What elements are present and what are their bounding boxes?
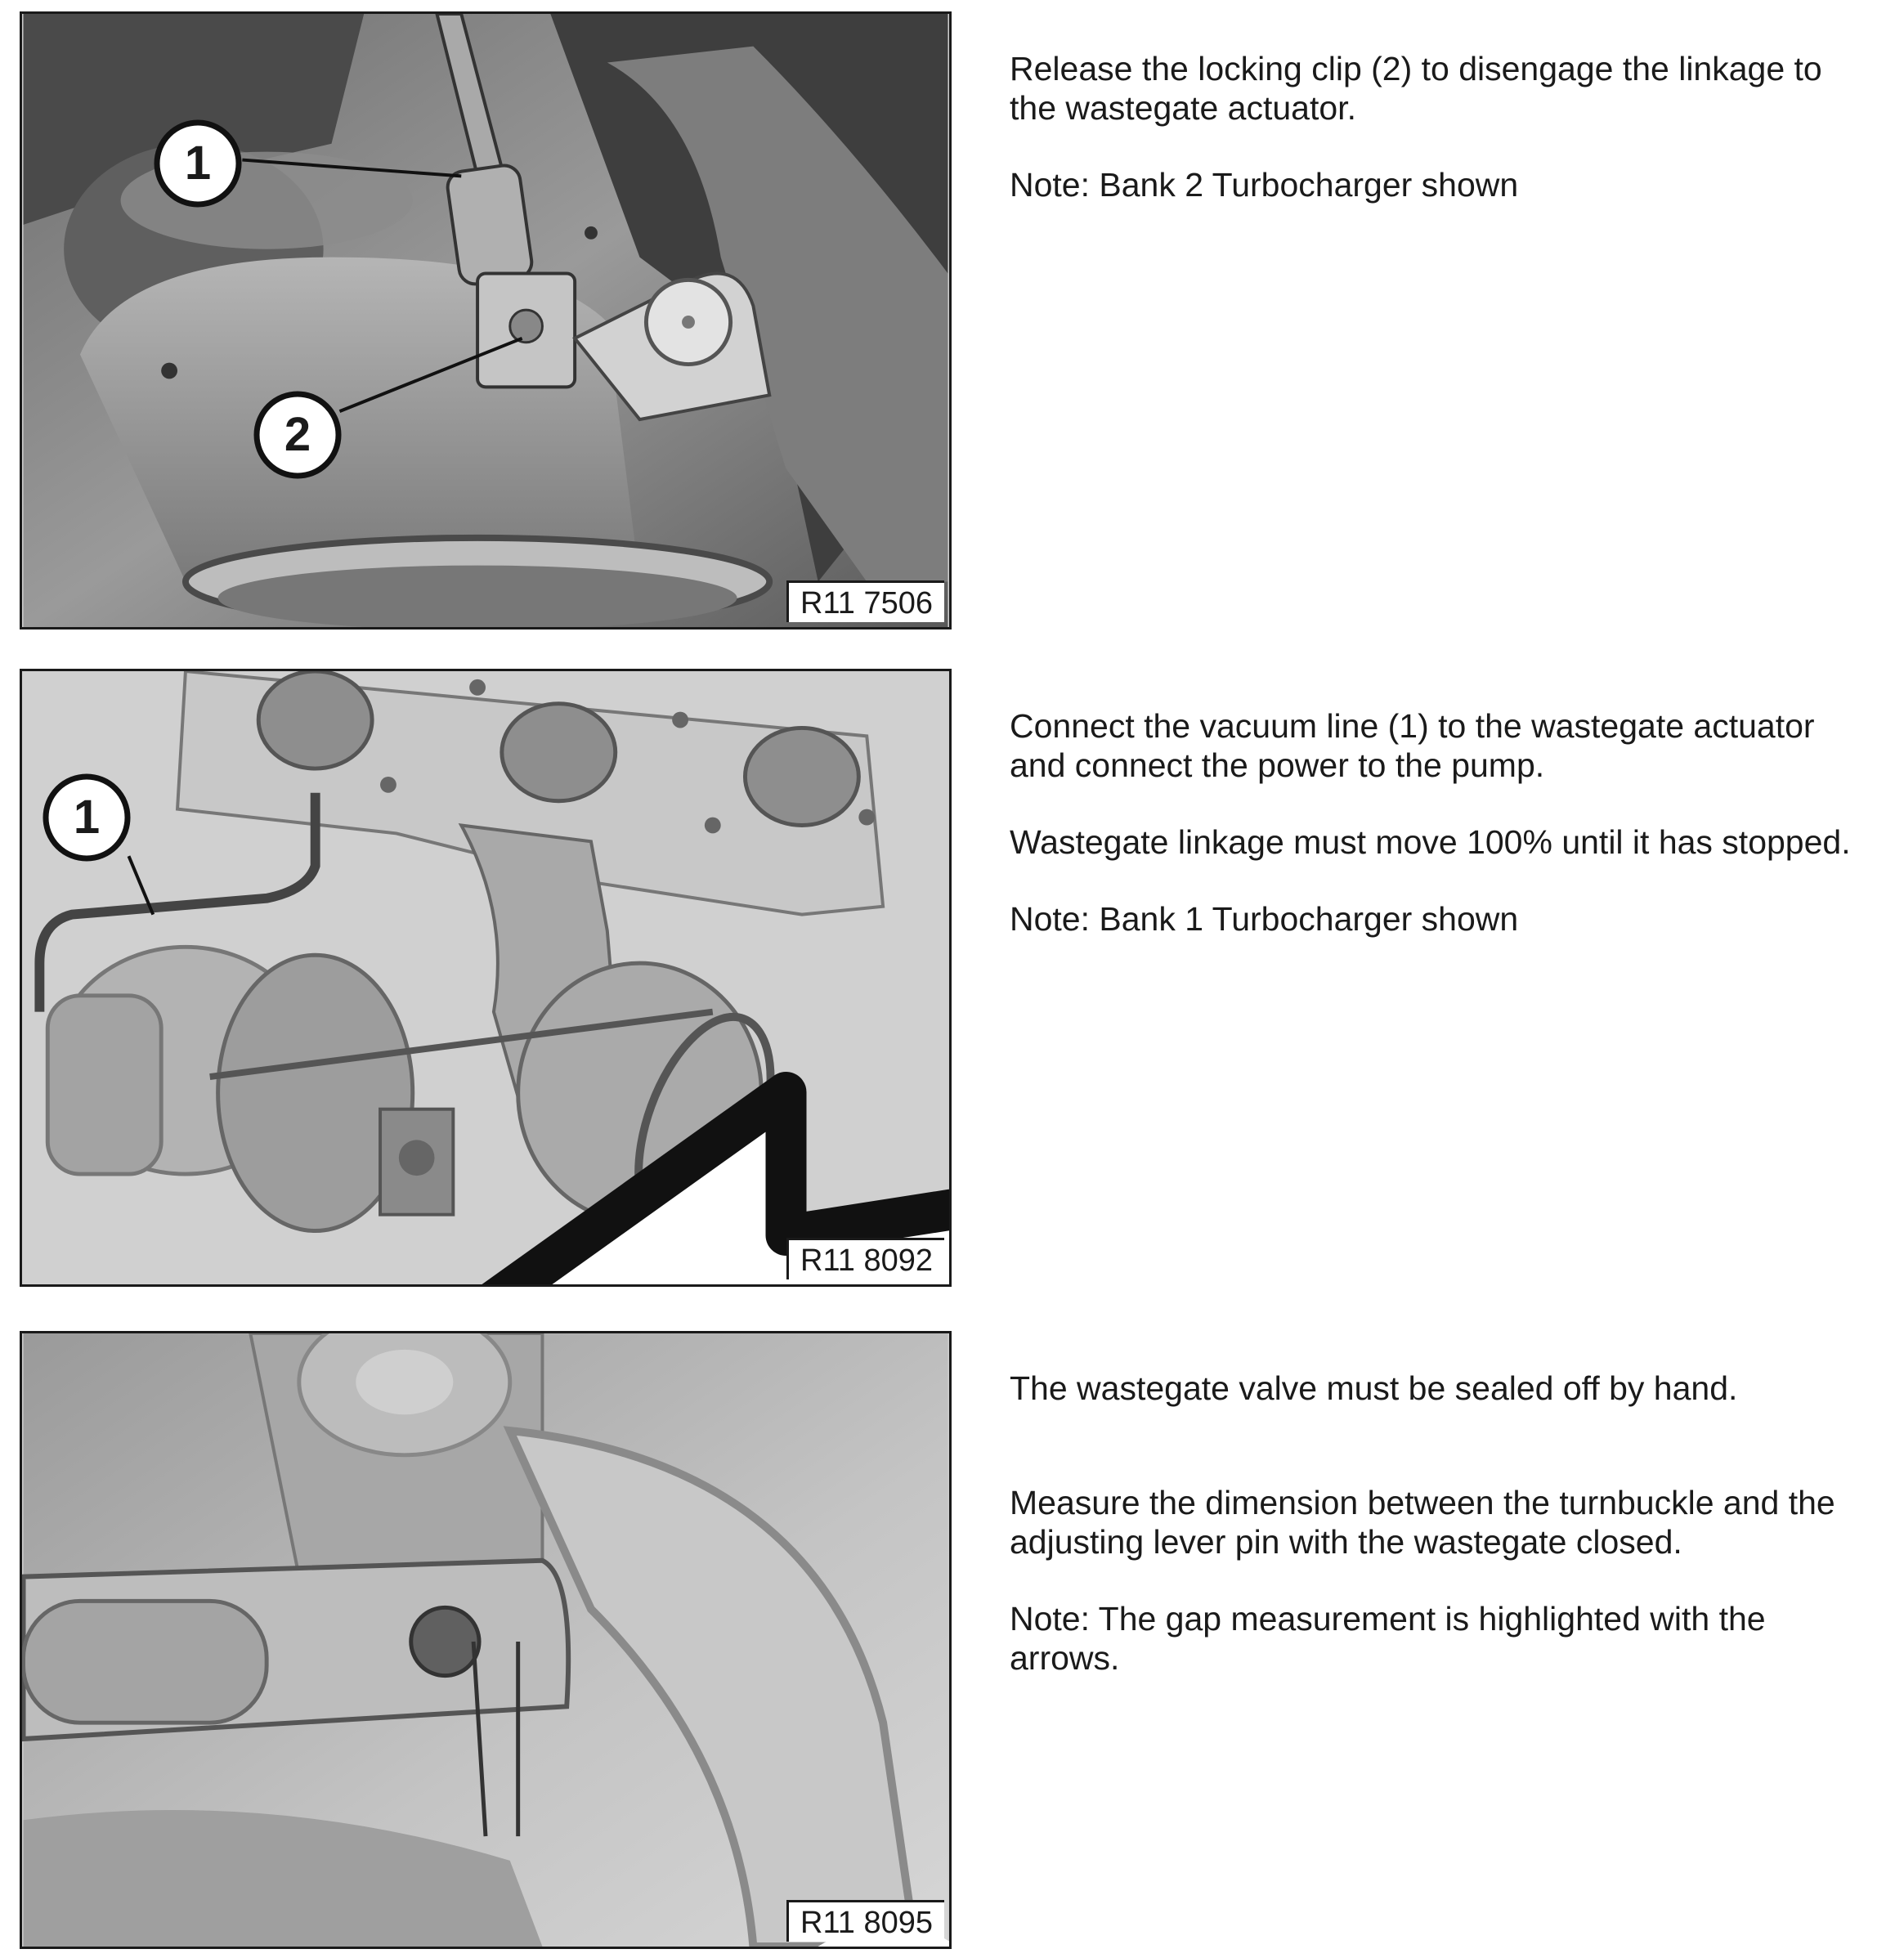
instructions-3: [1010, 1369, 1876, 1715]
callout-2: 2: [253, 390, 343, 480]
note-text: Note: Bank 1 Turbocharger shown: [1010, 900, 1519, 938]
instruction-text: Connect the vacuum line (1) to the wastegate actuator and connect the power to the pump.: [1010, 707, 1815, 784]
photo-1: [20, 11, 952, 630]
callout-1: 1: [153, 119, 243, 208]
instruction-text: The wastegate valve must be sealed off by hand.: [1010, 1369, 1738, 1407]
photo-3: [20, 1331, 952, 1949]
instructions-2: [1010, 706, 1876, 976]
instruction-text: Measure the dimension between the turnbuckle and the adjusting lever pin with the wastegate closed.: [1010, 1484, 1835, 1561]
figure-reference: R11 8092: [786, 1238, 944, 1279]
note-text: Note: The gap measurement is highlighted with the arrows.: [1010, 1600, 1766, 1677]
callout-1: 1: [42, 773, 132, 863]
turbo-bank2-illustration: [22, 14, 949, 627]
figure-reference: R11 7506: [786, 580, 944, 622]
instruction-text: Release the locking clip (2) to disengage the linkage to the wastegate actuator.: [1010, 50, 1822, 127]
instructions-1: [1010, 49, 1876, 242]
figure-reference: R11 8095: [786, 1900, 944, 1942]
instruction-text: Wastegate linkage must move 100% until it has stopped.: [1010, 823, 1851, 861]
note-text: Note: Bank 2 Turbocharger shown: [1010, 166, 1519, 204]
photo-2: [20, 669, 952, 1287]
